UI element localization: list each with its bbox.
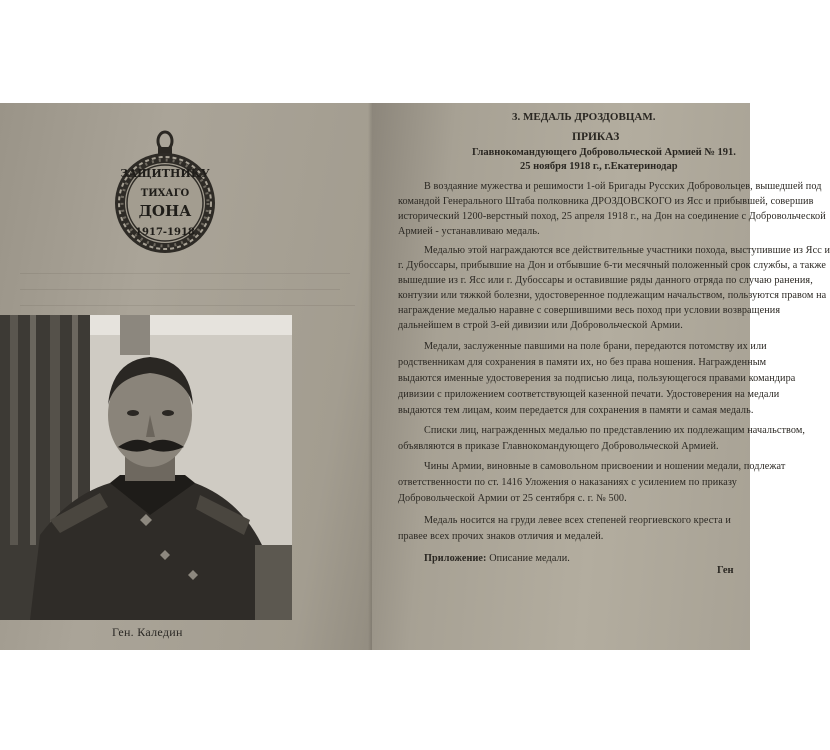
text-line: правее всех прочих знаков отличия и медалей. (398, 531, 604, 542)
text-line: вышедшие из г. Ясс или г. Дубоссары и оставившие ряды данного отряда по случаю ранения, (398, 275, 813, 286)
text-line: В воздаяние мужества и решимости 1-ой Бригады Русских Добровольцев, вышедшей под (424, 181, 822, 192)
text-line: объявляются в приказе Главнокомандующего Добровольческой Армией. (398, 441, 719, 452)
appendix-line (424, 553, 570, 564)
photo-caption: Ген. Каледин (112, 625, 183, 639)
text-line: командой Генерального Штаба полковника ДРОЗДОВСКОГО из Ясс и прибывшей, совершив (398, 196, 814, 207)
text-line: Чины Армии, виновные в самовольном присвоении и ношении медали, подлежат (424, 461, 786, 472)
section-title: 3. МЕДАЛЬ ДРОЗДОВЦАМ. (512, 111, 656, 123)
text-line: Медаль носится на груди левее всех степеней георгиевского креста и (424, 515, 731, 526)
general-portrait-photo (0, 315, 292, 620)
text-line: Медали, заслуженные павшими на поле брани, передаются потомству их или (424, 341, 767, 352)
bleed-through-line (20, 273, 350, 274)
text-line: исторический 1200-верстный поход, 25 апреля 1918 г., на Дон на соединение с Добровольческой (398, 211, 826, 222)
text-line: награждение медалью наравне с совершившими весь поход при условии возвращения (398, 305, 781, 316)
bleed-through-line (20, 289, 340, 290)
text-line: Армией - устанавливаю медаль. (398, 226, 540, 237)
order-title: ПРИКАЗ (572, 131, 620, 143)
portrait-drawing (0, 315, 292, 620)
right-page (372, 103, 830, 650)
order-subtitle: Главнокомандующего Добровольческой Армией № 191. (472, 147, 736, 158)
medal-line3: ДОНА (138, 202, 192, 220)
text-line: г. Дубоссары, прибывшие на Дон и отбывшие 6-ти месячный положенный срок службы, а также (398, 260, 826, 271)
signature-fragment: Ген (717, 565, 734, 576)
appendix-text: Описание медали. (489, 553, 570, 564)
medal-illustration (100, 131, 230, 261)
bleed-through-line (20, 305, 355, 306)
text-line: контузии или тяжкой болезни, удостоверенное подлежащим начальством, пользуются правом на (398, 290, 827, 301)
text-line: Списки лиц, награжденных медалью по представлению их подлежащим начальством, (424, 425, 806, 436)
text-line: родственникам для сохранения в памяти их, но без права ношения. Награжденным (398, 357, 767, 368)
left-page (0, 103, 390, 650)
appendix-label: Приложение: (424, 553, 487, 564)
open-book (0, 103, 830, 650)
medal-years: 1917-1918 (135, 227, 195, 238)
text-line: Добровольческой Армии от 25 сентября с. г. № 500. (398, 493, 627, 504)
text-line: дальнейшем в строй 3-ей дивизии или Добровольческой Армии. (398, 320, 683, 331)
text-line: дивизии с приложением соответствующей казенной печати. Удостоверения на медали (398, 389, 780, 400)
medal-line2: ТИХАГО (140, 188, 190, 199)
text-line: выдаются тем лицам, коим передается для сохранения в памяти и самая медаль. (398, 405, 754, 416)
text-line: ответственности по ст. 1416 Уложения о наказаниях с усилением по приказу (398, 477, 737, 488)
text-line: выдаются именные удостоверения за подписью лица, пользующегося правами командира (398, 373, 796, 384)
text-line: Медалью этой награждаются все действительные участники похода, выступившие из Ясс и (424, 245, 830, 256)
medal-line1: ЗАЩИТНИКУ (120, 167, 210, 180)
order-date: 25 ноября 1918 г., г.Екатеринодар (520, 161, 678, 172)
